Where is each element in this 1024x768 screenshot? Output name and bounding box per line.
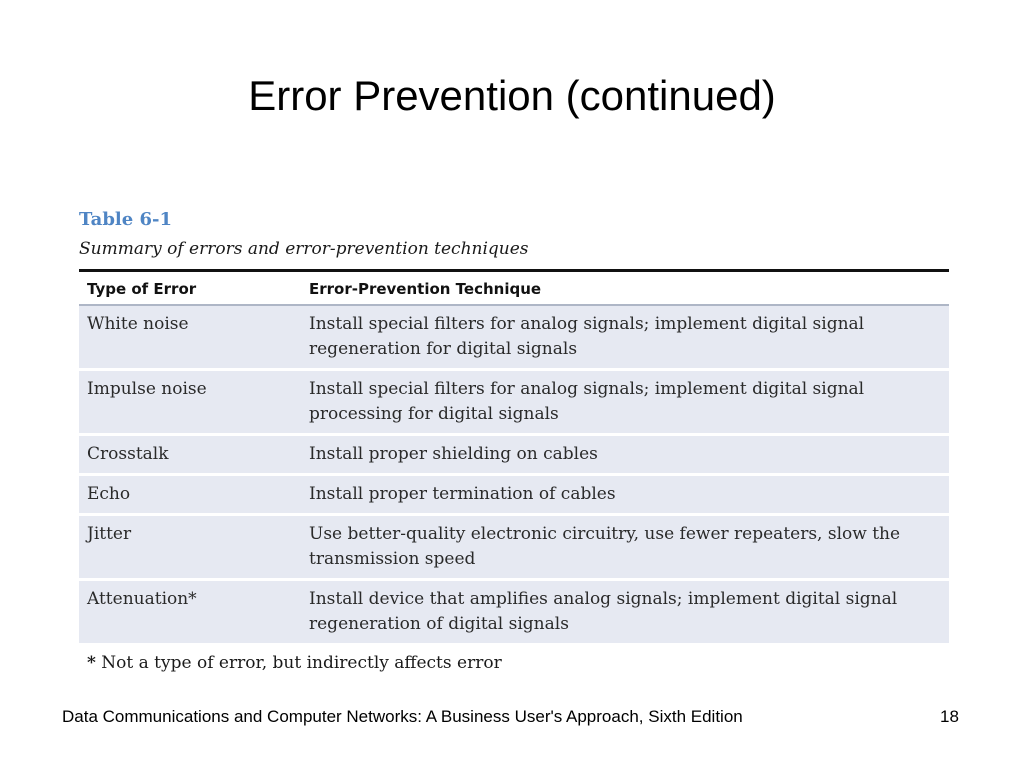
table-row [79,580,949,645]
table-row [79,435,949,475]
table-row [79,370,949,435]
technique-cell: Install proper shielding on cables [301,435,949,475]
table-row [79,475,949,515]
error-type-cell: Echo [79,475,301,515]
footnote-asterisk: * [87,653,96,673]
technique-cell: Install special filters for analog signals; implement digital signal regeneration for digital signals [301,305,949,370]
table-row [79,305,949,370]
table-label: Table 6-1 [79,209,172,230]
table-figure [79,206,949,676]
table-caption: Summary of errors and error-prevention techniques [79,239,529,259]
error-type-cell: Attenuation* [79,580,301,645]
table-header-row [79,271,949,306]
slide-title: Error Prevention (continued) [248,72,776,119]
technique-cell: Install device that amplifies analog signals; implement digital signal regeneration of digital signals [301,580,949,645]
technique-cell: Use better-quality electronic circuitry, use fewer repeaters, slow the transmission speed [301,515,949,580]
footnote-text: Not a type of error, but indirectly affects error [101,653,502,673]
error-table [79,269,949,646]
slide-page-number: 18 [940,707,959,726]
table-footnote [79,650,949,676]
footer-book-title: Data Communications and Computer Networks: A Business User's Approach, Sixth Edition [62,707,743,726]
error-type-cell: White noise [79,305,301,370]
table-row [79,515,949,580]
technique-cell: Install special filters for analog signals; implement digital signal processing for digital signals [301,370,949,435]
header-type-of-error: Type of Error [79,271,301,306]
error-type-cell: Impulse noise [79,370,301,435]
header-error-prevention-technique: Error-Prevention Technique [301,271,949,306]
technique-cell: Install proper termination of cables [301,475,949,515]
error-type-cell: Crosstalk [79,435,301,475]
error-type-cell: Jitter [79,515,301,580]
